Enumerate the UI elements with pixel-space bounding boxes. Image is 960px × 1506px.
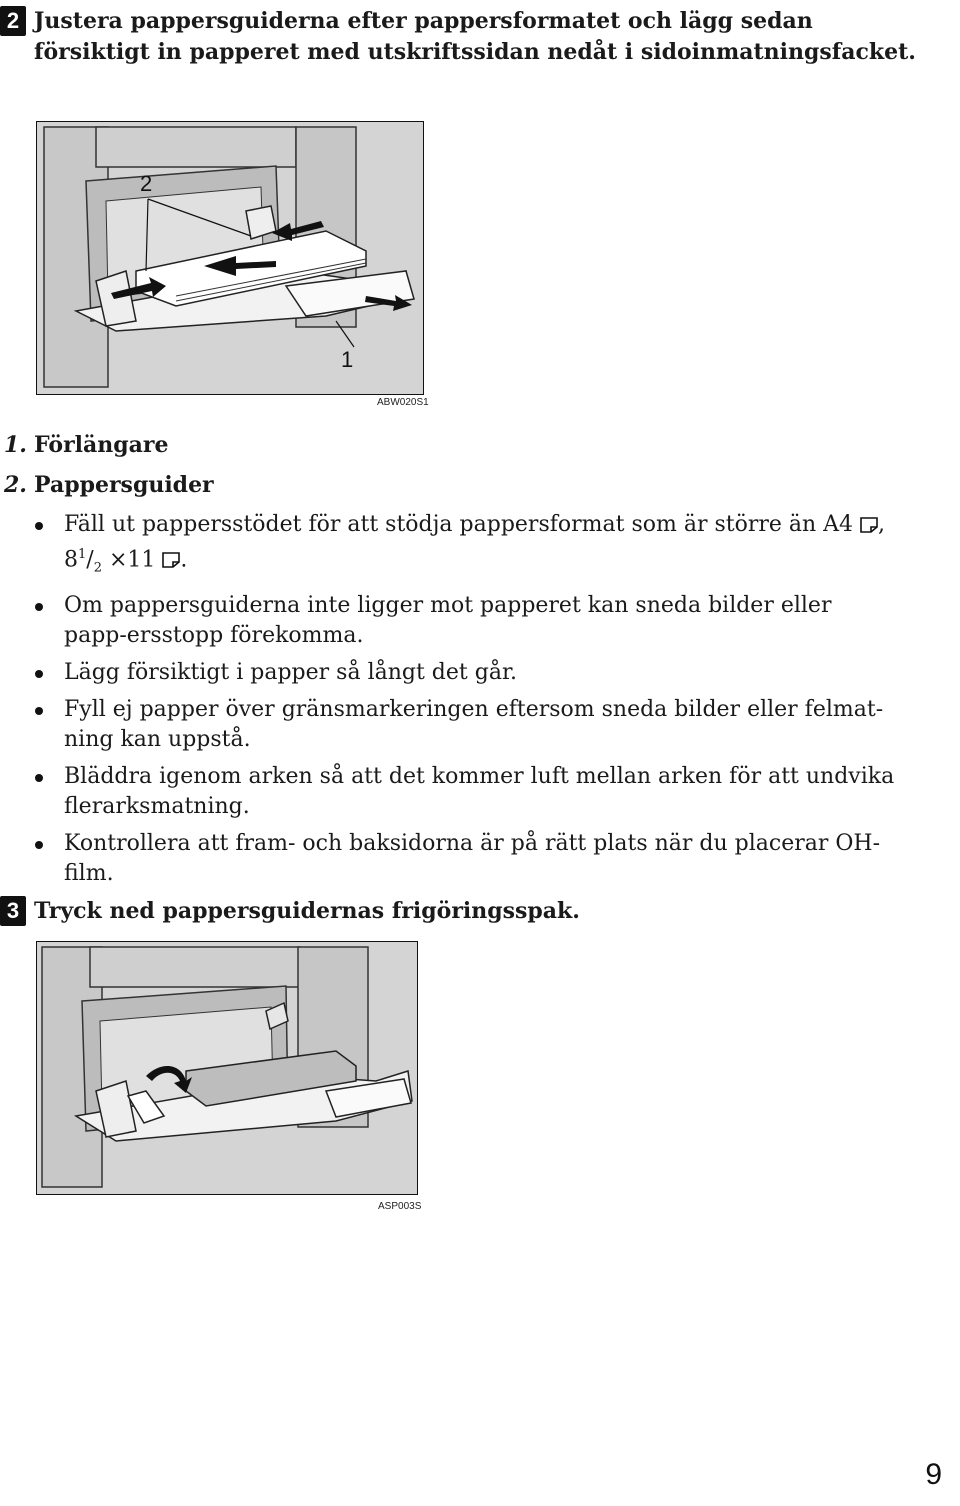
release-lever-illustration	[36, 941, 422, 1212]
callout-legend	[4, 425, 214, 505]
step-number-badge: 3	[0, 896, 26, 926]
step-instruction: Tryck ned pappersguidernas frigöringsspak.	[34, 898, 580, 924]
printer-release-lever-image	[36, 941, 418, 1195]
note-item: Bläddra igenom arken så att det kommer luft mellan arken för att undvika flerarksmatning.	[30, 762, 900, 822]
note-item: Om pappersguiderna inte ligger mot papperet kan sneda bilder eller papp-ersstopp förekomma.	[30, 591, 900, 651]
step-3	[0, 896, 930, 927]
note-item	[30, 510, 900, 584]
legend-item	[4, 465, 214, 505]
fraction-denominator: 2	[93, 560, 102, 576]
note-text: 8	[64, 547, 78, 573]
note-text: ,	[878, 512, 886, 537]
note-text: ×11	[108, 547, 156, 573]
note-text: .	[180, 547, 188, 573]
legend-number: 1.	[4, 432, 27, 458]
fraction-numerator: 1	[78, 547, 87, 562]
paper-orientation-icon	[162, 552, 180, 568]
legend-label: Förlängare	[34, 432, 169, 458]
note-text: Fäll ut pappersstödet för att stödja pappersformat som är större än A4	[64, 512, 854, 537]
figure-code: ASP003S	[378, 1201, 422, 1212]
note-item: Fyll ej papper över gränsmarkeringen eftersom sneda bilder eller felmat-ning kan uppstå.	[30, 695, 900, 755]
paper-loading-illustration	[36, 121, 429, 408]
callout-2: 2	[140, 171, 153, 196]
figure-code: ABW020S1	[377, 397, 429, 408]
printer-bypass-tray-image	[36, 121, 424, 395]
legend-label: Pappersguider	[34, 472, 214, 498]
step-instruction: Justera pappersguiderna efter pappersformatet och lägg sedan försiktigt in papperet med utskriftssidan nedåt i sidoinmatningsfacket.	[34, 8, 916, 65]
note-item: Kontrollera att fram- och baksidorna är på rätt plats när du placerar OH-film.	[30, 829, 900, 889]
step-2	[0, 6, 930, 68]
legend-item	[4, 425, 214, 465]
fraction-slash: /	[86, 547, 94, 573]
notes-list	[30, 510, 900, 896]
callout-1: 1	[341, 347, 354, 372]
note-item: Lägg försiktigt i papper så långt det går.	[30, 658, 900, 688]
step-number-badge: 2	[0, 6, 26, 36]
page-number: 9	[925, 1458, 942, 1491]
paper-orientation-icon	[860, 517, 878, 533]
legend-number: 2.	[4, 472, 27, 498]
